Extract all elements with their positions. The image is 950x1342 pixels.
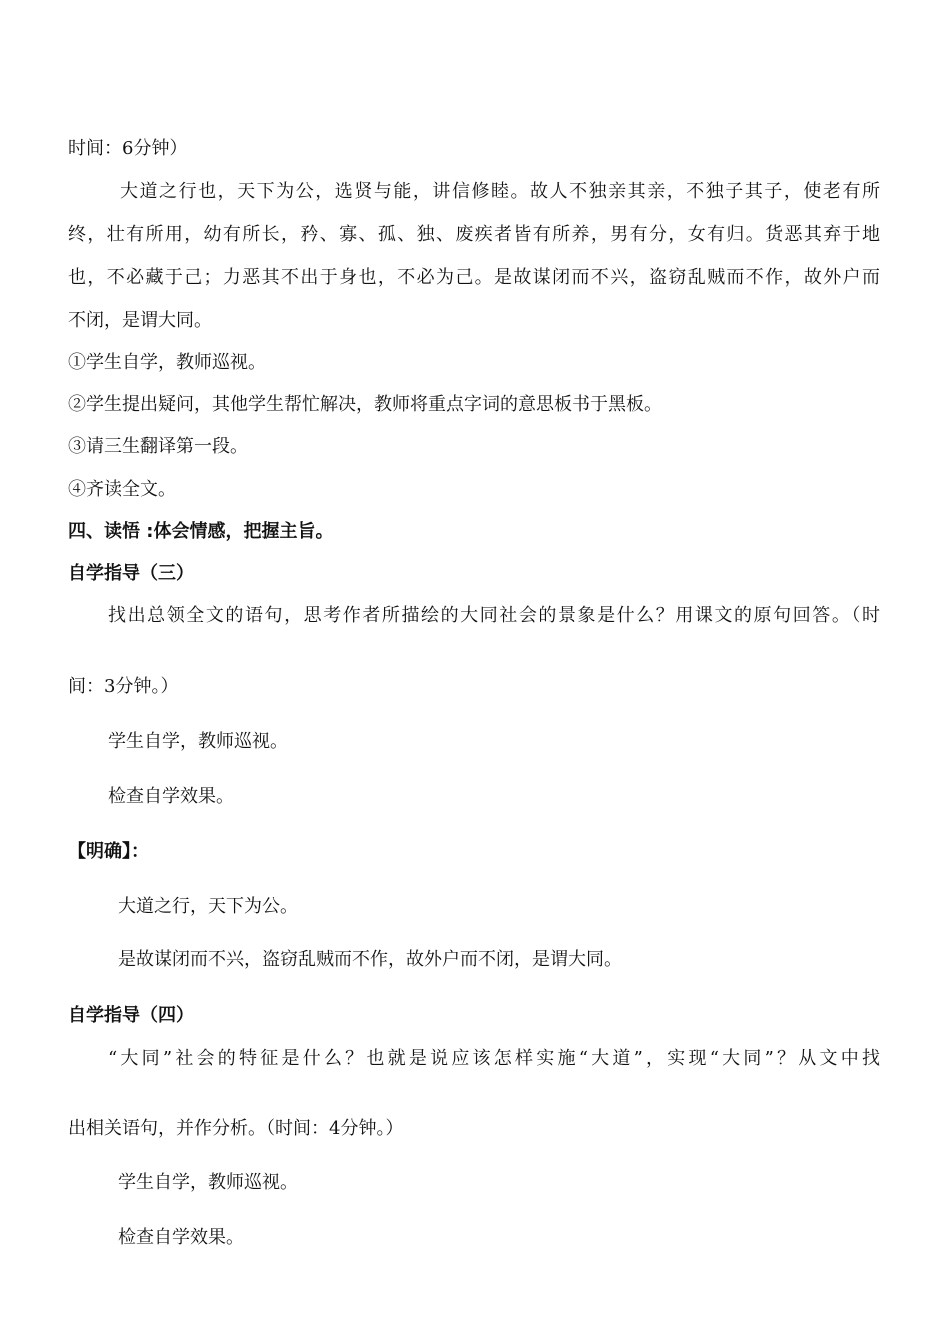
step-4: ④齐读全文。 [68,479,176,500]
guide-4-task: 出相关语句，并作分析。（时间：4分钟。） [68,1118,404,1139]
step-2: ②学生提出疑问，其他学生帮忙解决，教师将重点字词的意思板书于黑板。 [68,394,662,415]
guide-3-check: 检查自学效果。 [108,786,234,807]
guide-4-check: 检查自学效果。 [118,1227,244,1248]
passage-line-2: 终，壮有所用，幼有所长，矜、寡、孤、独、废疾者皆有所养，男有分，女有归。货恶其弃于地 [68,224,880,245]
guide-3-time: 间：3分钟。） [68,676,179,697]
passage-line-1: 大道之行也，天下为公，选贤与能，讲信修睦。故人不独亲其亲，不独子其子，使老有所 [120,181,880,202]
passage-line-3: 也，不必藏于己；力恶其不出于身也，不必为己。是故谋闭而不兴，盗窃乱贼而不作，故外户而 [68,267,880,288]
answer-line-2: 是故谋闭而不兴，盗窃乱贼而不作，故外户而不闭，是谓大同。 [118,949,622,970]
clarify-heading: 【明确】： [68,841,149,862]
answer-line-1: 大道之行，天下为公。 [118,896,298,917]
guide-3-self-study: 学生自学，教师巡视。 [108,731,288,752]
step-1: ①学生自学，教师巡视。 [68,352,266,373]
guide-heading-4: 自学指导（四） [68,1005,194,1026]
guide-heading-3: 自学指导（三） [68,563,194,584]
section-heading-4: 四、读悟 :体会情感，把握主旨。 [68,521,334,542]
guide-4-question: “大同”社会的特征是什么？也就是说应该怎样实施“大道”，实现“大同”？从文中找 [108,1048,880,1069]
passage-line-4: 不闭，是谓大同。 [68,310,212,331]
guide-4-self-study: 学生自学，教师巡视。 [118,1172,298,1193]
time-note: 时间：6分钟） [68,138,188,159]
step-3: ③请三生翻译第一段。 [68,436,248,457]
guide-3-question: 找出总领全文的语句，思考作者所描绘的大同社会的景象是什么？用课文的原句回答。（时 [108,605,880,626]
